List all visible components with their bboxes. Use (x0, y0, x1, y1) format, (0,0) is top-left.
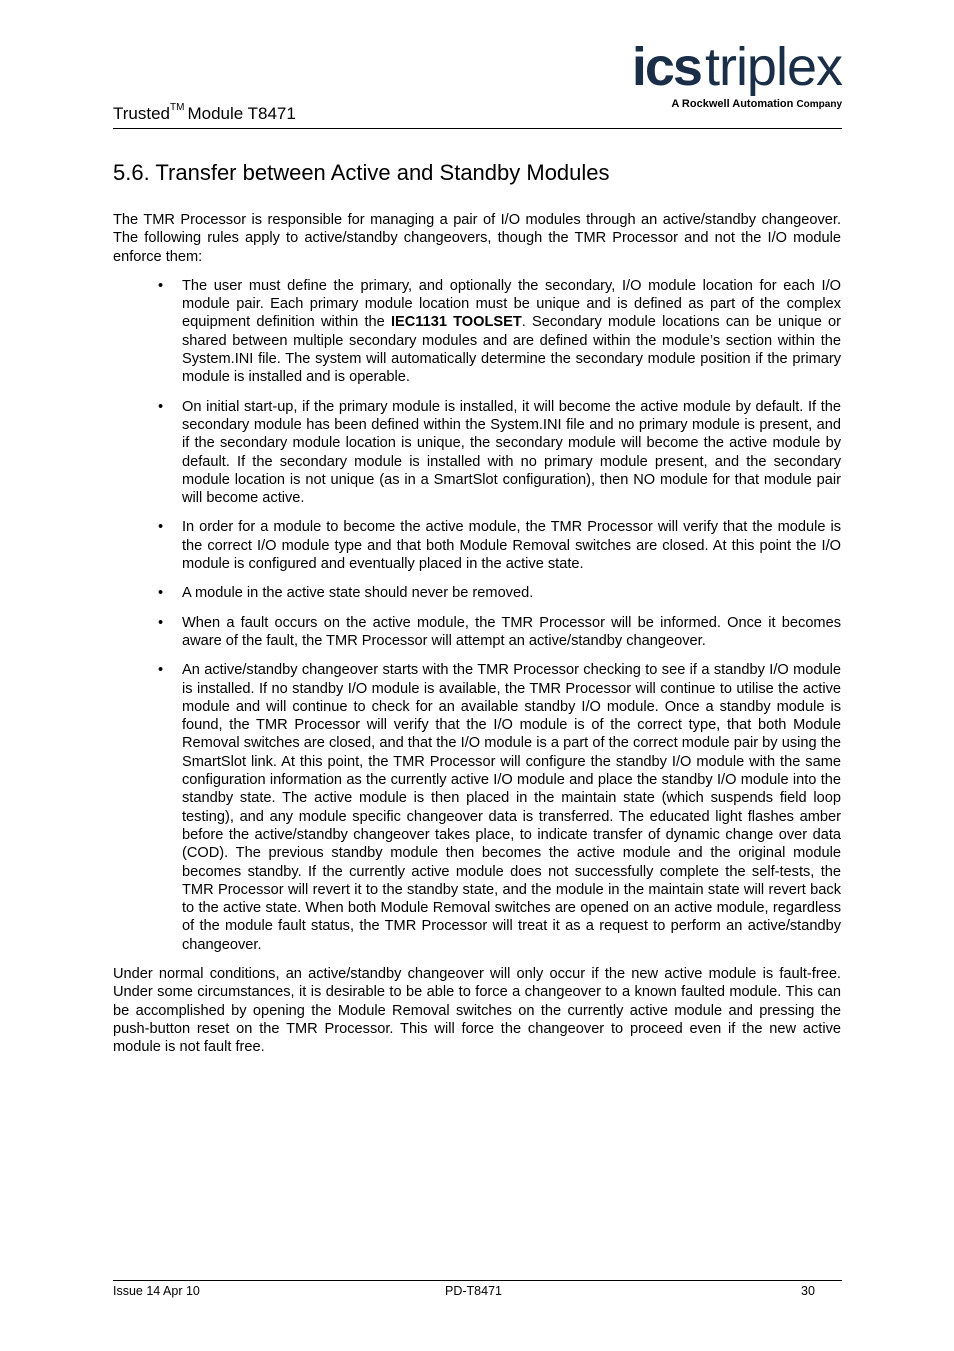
section-heading: 5.6. Transfer between Active and Standby Modules (113, 160, 610, 185)
document-title (113, 102, 296, 124)
issue-date: Issue 14 Apr 10 (113, 1284, 200, 1298)
rules-list (113, 277, 841, 954)
closing-paragraph: Under normal conditions, an active/standby changeover will only occur if the new active module is fault-free. Under some circumstances, it is desirable to be able to force a changeover to a known faulted module. This can be accomplished by opening the Module Removal switches on the currently active module and pressing the push-button reset on the TMR Processor. This will force the changeover to proceed even if the new active module is not fault free. (113, 965, 841, 1056)
list-item: • On initial start-up, if the primary module is installed, it will become the active module by default. If the secondary module has been defined within the System.INI file and no primary module is present, and if the secondary module location is unique, the secondary module will become the active module by default. If the secondary module is installed with no primary module present, and the secondary module location is not unique (as in a SmartSlot configuration), then NO module for that module pair will become active. (113, 398, 841, 508)
list-item: • The user must define the primary, and optionally the secondary, I/O module location for each I/O module pair. Each primary module location must be unique and is defined as part of the complex equipment definition within the IEC1131 TOOLSET. Secondary module locations can be unique or shared between multiple secondary modules and are defined within the module’s section within the System.INI file. The system will automatically determine the secondary module position if the primary module is installed and is operable. (113, 277, 841, 387)
logo-wordmark: icstriplex (631, 37, 842, 97)
toolset-name: IEC1131 TOOLSET (390, 314, 522, 331)
page-header (113, 37, 842, 129)
title-module: Module T8471 (187, 104, 296, 123)
document-id: PD-T8471 (445, 1284, 502, 1298)
list-item: • In order for a module to become the active module, the TMR Processor will verify that the module is the correct I/O module type and that both Module Removal switches are closed. At this point the I/O module is configured and eventually placed in the active state. (113, 518, 841, 573)
list-item: • An active/standby changeover starts with the TMR Processor checking to see if a standby I/O module is installed. If no standby I/O module is available, the TMR Processor will continue to utilise the active module and will continue to check for an available standby I/O module. Once a standby module is found, the TMR Processor will verify that the I/O module is of the correct type, that both Module Removal switches are closed, and that the I/O module is a part of the correct module pair by using the SmartSlot link. At this point, the TMR Processor will configure the standby I/O module with the same configuration information as the currently active I/O module and place the standby I/O module into the standby state. The active module is then placed in the maintain state (which suspends field loop testing), and any module specific changeover data is transferred. The educated light flashes amber before the active/standby changeover takes place, to indicate transfer of dynamic change over data (COD). The previous standby module then becomes the active module and the original module becomes standby. If the currently active module does not successfully complete the self-tests, the TMR Processor will revert it to the standby state, and the module in the maintain state will revert back to the active state. When both Module Removal switches are opened on an active module, regardless of the module fault status, the TMR Processor will treat it as a request to perform an active/standby changeover. (113, 661, 841, 954)
page-number: 30 (801, 1284, 815, 1298)
logo-tagline: A Rockwell Automation Company (671, 98, 842, 110)
company-logo (631, 37, 842, 110)
list-item: • A module in the active state should never be removed. (113, 584, 841, 602)
main-content (113, 211, 841, 1067)
title-product: Trusted (113, 104, 171, 123)
page-footer (113, 1280, 842, 1298)
trademark-mark: TM (170, 102, 185, 113)
intro-paragraph: The TMR Processor is responsible for managing a pair of I/O modules through an active/standby changeover. The following rules apply to active/standby changeovers, though the TMR Processor and not the I/O module enforce them: (113, 212, 841, 265)
list-item: • When a fault occurs on the active module, the TMR Processor will be informed. Once it becomes aware of the fault, the TMR Processor will attempt an active/standby changeover. (113, 614, 841, 651)
